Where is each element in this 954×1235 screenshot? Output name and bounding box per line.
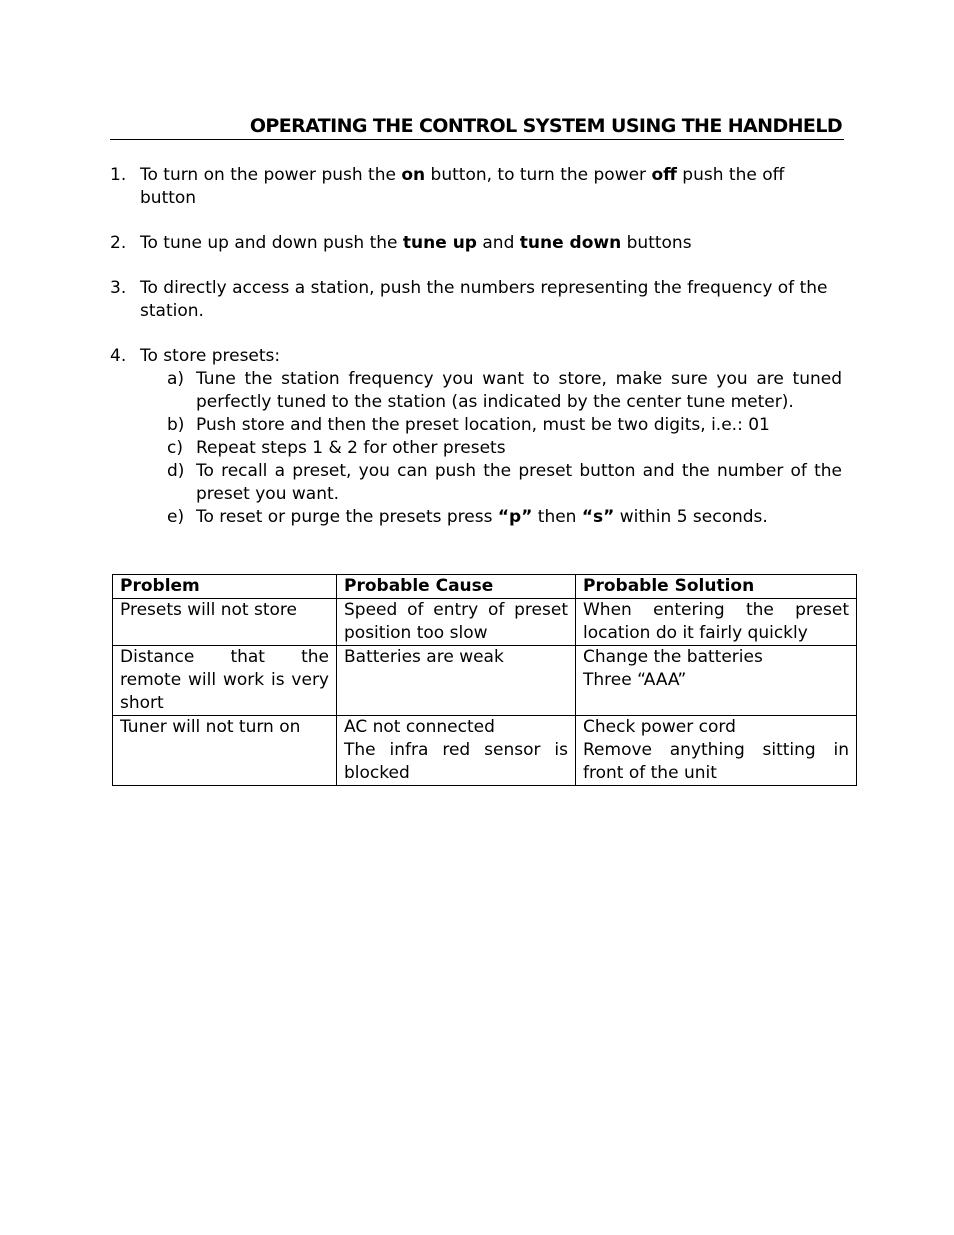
substep-d [167, 460, 842, 506]
header-solution: Probable Solution [576, 575, 857, 599]
substep-text: To recall a preset, you can push the preset button and the number of the preset you want. [196, 461, 842, 504]
table-row [113, 716, 857, 786]
problem-cell: Distance that the remote will work is very short [113, 646, 337, 716]
substep-b [167, 414, 842, 437]
table-header-row [113, 575, 857, 599]
step-text: To turn on the power push the on button, to turn the power off push the off button [140, 165, 785, 208]
step-text: To tune up and down push the tune up and tune down buttons [140, 233, 692, 253]
step-4 [110, 345, 844, 368]
substep-a [167, 368, 842, 414]
step-1 [110, 164, 844, 210]
table-row [113, 599, 857, 646]
problem-cell: Tuner will not turn on [113, 716, 337, 786]
problem-cell: Presets will not store [113, 599, 337, 646]
substep-text: Tune the station frequency you want to store, make sure you are tuned perfectly tuned to the station (as indicated by the center tune meter). [196, 369, 842, 412]
substep-letter: d) [167, 461, 185, 481]
substep-letter: e) [167, 507, 185, 527]
on-keyword: on [401, 165, 426, 185]
substep-letter: c) [167, 438, 183, 458]
tune-up-keyword: tune up [402, 233, 477, 253]
step-number: 2. [110, 233, 127, 253]
header-cause: Probable Cause [337, 575, 576, 599]
substep-c [167, 437, 842, 460]
off-keyword: off [651, 165, 677, 185]
substep-list [167, 368, 842, 529]
cause-cell: Speed of entry of preset position too slow [337, 599, 576, 646]
substep-letter: b) [167, 415, 185, 435]
step-2 [110, 232, 844, 255]
substep-text: Push store and then the preset location, must be two digits, i.e.: 01 [196, 415, 770, 435]
page-title: OPERATING THE CONTROL SYSTEM USING THE HANDHELD [110, 113, 844, 140]
p-key: “p” [497, 507, 533, 527]
solution-cell: Check power cord Remove anything sitting in front of the unit [576, 716, 857, 786]
substep-text: To reset or purge the presets press “p” then “s” within 5 seconds. [196, 507, 768, 527]
solution-cell: When entering the preset location do it fairly quickly [576, 599, 857, 646]
step-number: 4. [110, 346, 127, 366]
step-text: To store presets: [140, 346, 281, 366]
step-number: 3. [110, 278, 127, 298]
header-problem: Problem [113, 575, 337, 599]
troubleshooting-table [112, 574, 857, 786]
step-3 [110, 277, 844, 323]
substep-letter: a) [167, 369, 185, 389]
cause-cell: Batteries are weak [337, 646, 576, 716]
cause-cell: AC not connected The infra red sensor is blocked [337, 716, 576, 786]
instruction-list [110, 164, 844, 529]
step-text: To directly access a station, push the numbers representing the frequency of the station. [140, 278, 828, 321]
tune-down-keyword: tune down [519, 233, 622, 253]
substep-text: Repeat steps 1 & 2 for other presets [196, 438, 506, 458]
solution-cell: Change the batteries Three “AAA” [576, 646, 857, 716]
table-row [113, 646, 857, 716]
substep-e [167, 506, 842, 529]
step-number: 1. [110, 165, 127, 185]
s-key: “s” [581, 507, 615, 527]
